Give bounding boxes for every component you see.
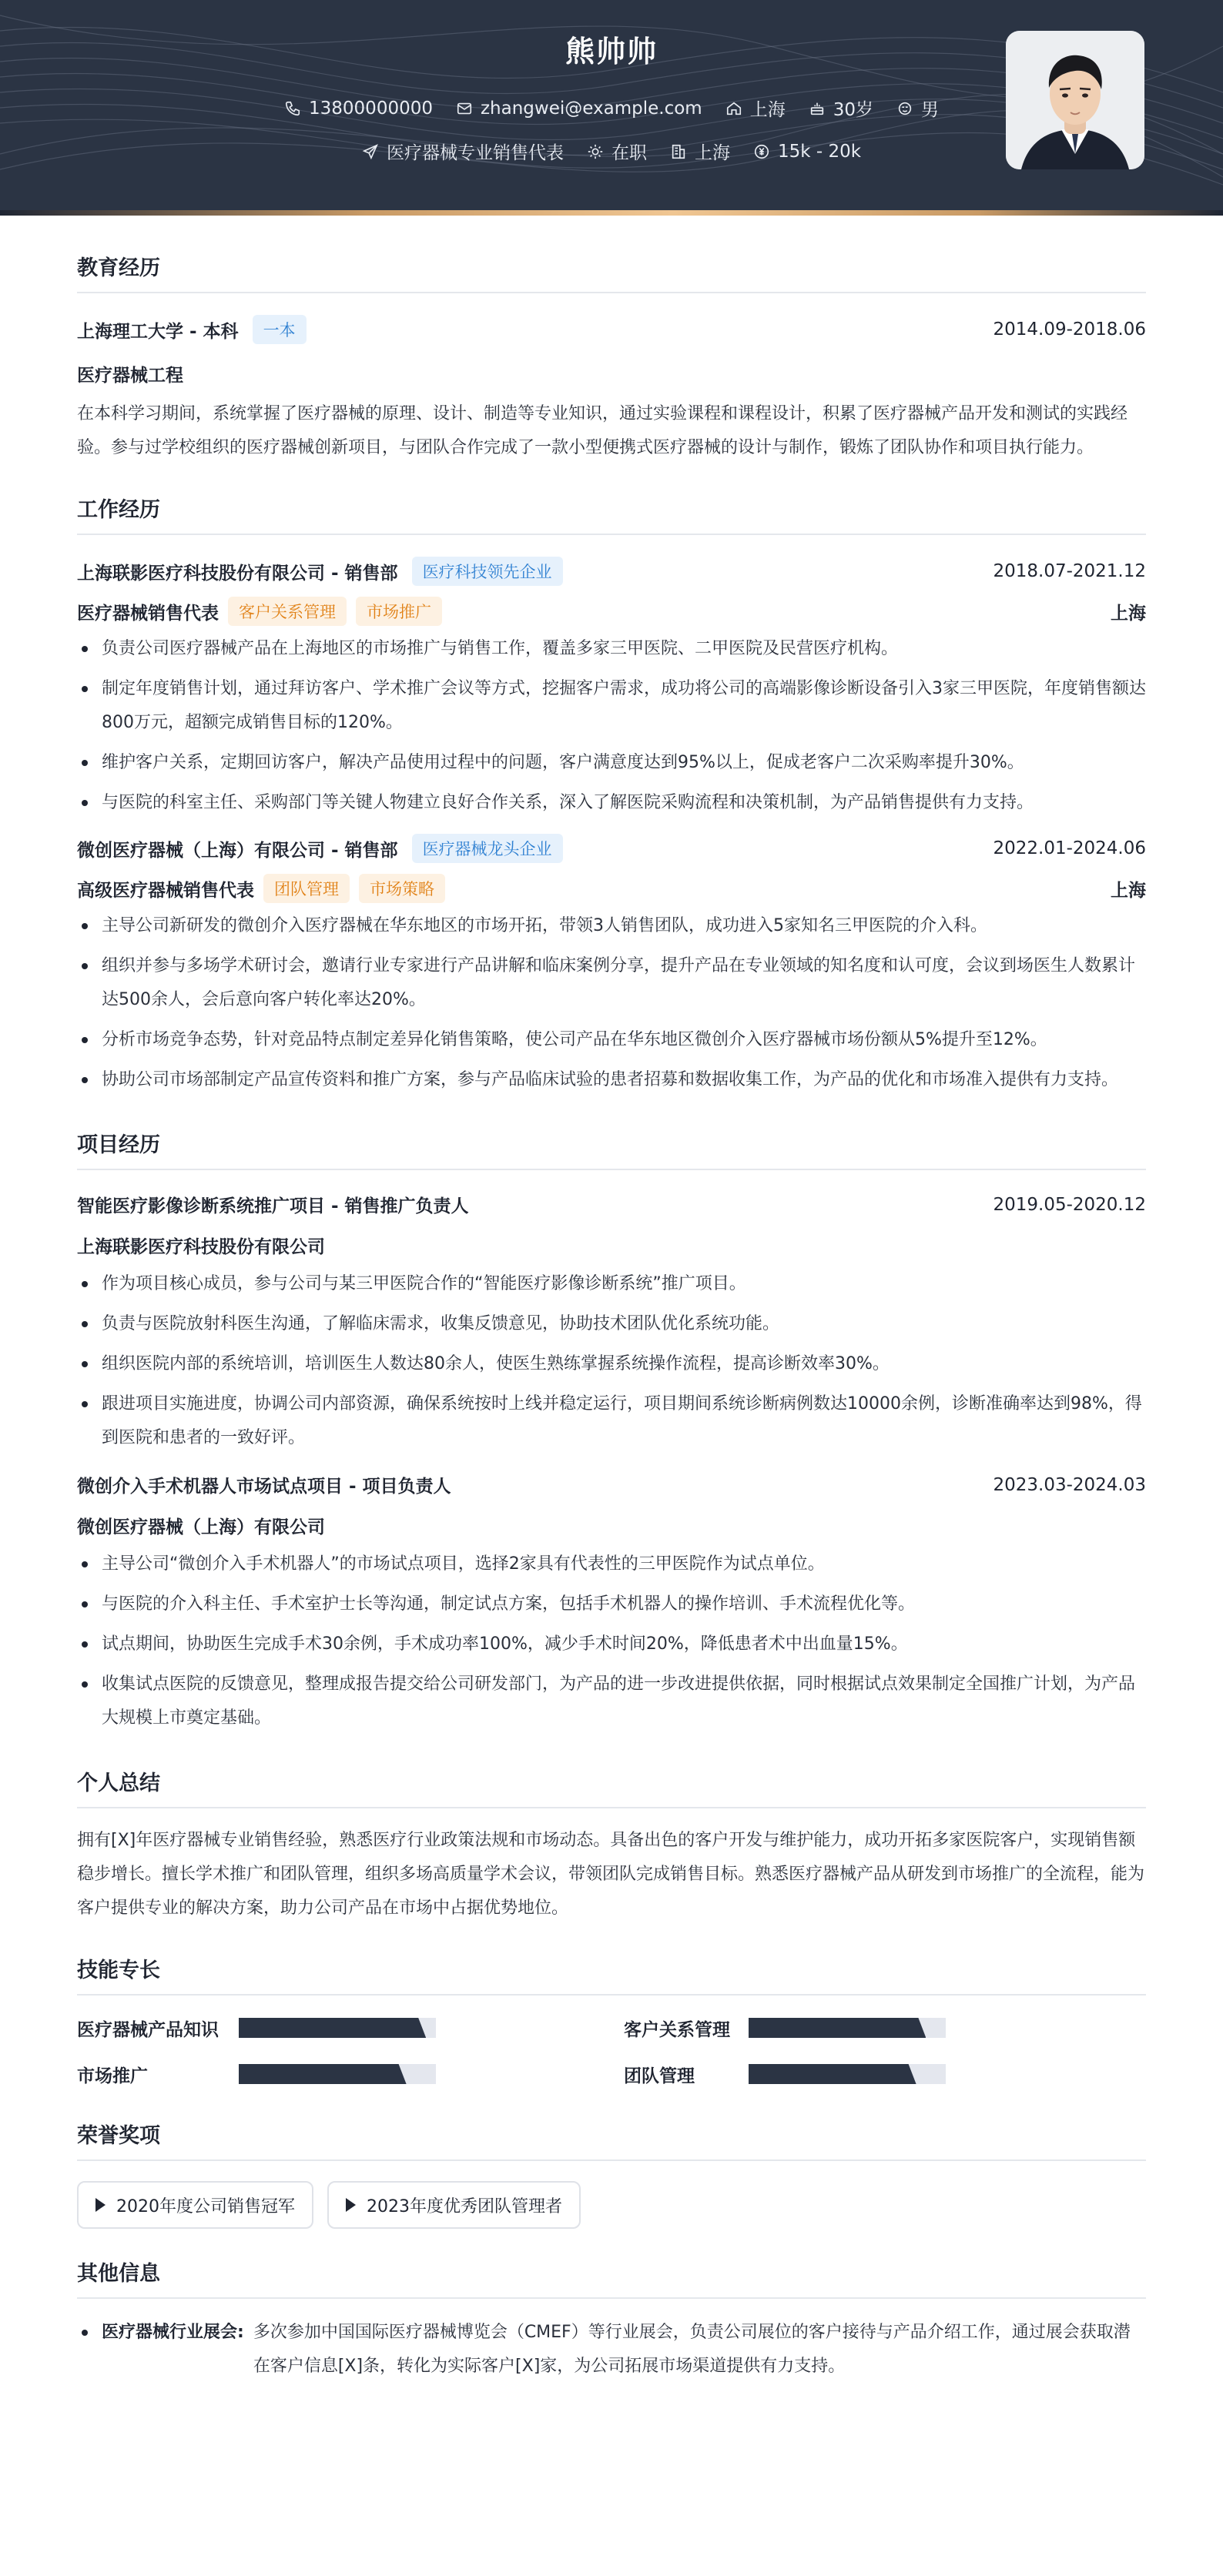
city-item [725,95,786,121]
skill-item [77,2057,624,2091]
project-title: 智能医疗影像诊断系统推广项目 - 销售推广负责人 [77,1196,469,1216]
age-text: 30岁 [833,100,873,120]
list-item: 分析市场竞争态势，针对竞品特点制定差异化销售策略，使公司产品在华东地区微创介入医疗器械市场份额从5%提升至12%。 [77,1023,1146,1057]
list-item: 制定年度销售计划，通过拜访客户、学术推广会议等方式，挖掘客户需求，成功将公司的高端影像诊断设备引入3家三甲医院，年度销售额达800万元，超额完成销售目标的120%。 [77,672,1146,740]
building-icon [670,143,687,160]
skill-item [624,2011,1146,2045]
award-label: 2020年度公司销售冠军 [116,2196,295,2216]
list-item: 负责公司医疗器械产品在上海地区的市场推广与销售工作，覆盖多家三甲医院、二甲医院及民营医疗机构。 [77,632,1146,666]
salary-item [753,142,861,162]
list-item: 负责与医院放射科医生沟通，了解临床需求，收集反馈意见，协助技术团队优化系统功能。 [77,1307,1146,1341]
section-title-work: 工作经历 [77,493,1146,535]
project-org: 微创医疗器械（上海）有限公司 [77,1517,325,1537]
yen-icon [753,143,770,160]
section-title-honors: 荣誉奖项 [77,2119,1146,2161]
award-item [77,2181,313,2229]
school-tag: 一本 [253,315,307,344]
other-section [77,2257,1146,2384]
skill-name: 医疗器械产品知识 [77,2019,219,2040]
other-list [77,2316,1146,2384]
honors-section [77,2119,1146,2229]
section-title-skills: 技能专长 [77,1953,1146,1996]
play-icon [95,2198,106,2212]
skill-item [77,2011,624,2045]
position-text: 医疗器械专业销售代表 [386,143,564,163]
award-item [327,2181,581,2229]
project-bullets [77,1547,1146,1735]
skill-bar-fill [749,2018,926,2038]
work-bullets [77,632,1146,820]
mail-icon [456,100,473,117]
list-item: 组织医院内部的系统培训，培训医生人数达80余人，使医生熟练掌握系统操作流程，提高诊断效率30%。 [77,1347,1146,1381]
work-entry [77,834,1146,1097]
avatar-portrait [1006,31,1144,169]
skill-name: 客户关系管理 [624,2019,730,2040]
position-item [362,139,564,164]
cake-icon [809,100,826,117]
project-title: 微创介入手术机器人市场试点项目 - 项目负责人 [77,1477,451,1497]
send-icon [362,143,379,160]
section-title-summary: 个人总结 [77,1766,1146,1808]
work-bullets [77,909,1146,1097]
status-text: 在职 [611,143,647,163]
gender-icon [896,100,913,117]
skill-bar [749,2018,946,2038]
section-title-projects: 项目经历 [77,1128,1146,1170]
role-name: 高级医疗器械销售代表 [77,880,254,901]
major-name: 医疗器械工程 [77,366,183,386]
list-item: 作为项目核心成员，参与公司与某三甲医院合作的“智能医疗影像诊断系统”推广项目。 [77,1267,1146,1301]
list-item: 组织并参与多场学术研讨会，邀请行业专家进行产品讲解和临床案例分享，提升产品在专业领域的知名度和认可度，会议到场医生人数累计达500余人，会后意向客户转化率达20%。 [77,949,1146,1017]
list-item: 维护客户关系，定期回访客户，解决产品使用过程中的问题，客户满意度达到95%以上，促成老客户二次采购率提升30%。 [77,746,1146,780]
phone-item [284,99,433,119]
company-name: 上海联影医疗科技股份有限公司 - 销售部 [77,563,398,584]
school-name: 上海理工大学 - 本科 [77,321,239,342]
project-entry [77,1192,1146,1455]
project-date: 2019.05-2020.12 [993,1194,1146,1215]
skills-grid [77,2011,1146,2091]
work-date: 2018.07-2021.12 [993,561,1146,581]
age-item [809,95,873,121]
home-icon [725,100,742,117]
resume-body [77,216,1146,2384]
other-text: 多次参加中国国际医疗器械博览会（CMEF）等行业展会，负责公司展位的客户接待与产品介绍工作，通过展会获取潜在客户信息[X]条，转化为实际客户[X]家，为公司拓展市场渠道提供有力支持。 [253,2323,1131,2376]
gender-text: 男 [920,100,939,120]
avatar [1006,31,1144,169]
project-date: 2023.03-2024.03 [993,1474,1146,1495]
education-section [77,251,1146,465]
education-date: 2014.09-2018.06 [993,319,1146,340]
resume-header [0,0,1223,216]
list-item: 试点期间，协助医生完成手术30余例，手术成功率100%，减少手术时间20%，降低患者术中出血量15%。 [77,1628,1146,1661]
target-city-item [670,139,730,164]
status-item [587,139,647,164]
email-item [456,99,702,119]
skill-bar-fill [749,2064,916,2084]
role-name: 医疗器械销售代表 [77,603,219,624]
work-city: 上海 [1111,603,1146,624]
skills-section [77,1953,1146,2091]
list-item: 跟进项目实施进度，协调公司内部资源，确保系统按时上线并稳定运行，项目期间系统诊断病例数达10000余例，诊断准确率达到98%，得到医院和患者的一致好评。 [77,1387,1146,1455]
play-icon [346,2198,356,2212]
skill-item [624,2057,1146,2091]
gender-item [896,95,939,121]
company-name: 微创医疗器械（上海）有限公司 - 销售部 [77,840,398,861]
awards-list [77,2181,1146,2229]
skill-tag: 市场推广 [356,597,442,626]
skill-tag: 团队管理 [263,874,350,903]
skill-tag: 客户关系管理 [228,597,347,626]
project-bullets [77,1267,1146,1455]
skill-bar [239,2018,436,2038]
list-item: 主导公司“微创介入手术机器人”的市场试点项目，选择2家具有代表性的三甲医院作为试点单位。 [77,1547,1146,1581]
list-item [77,2316,1146,2384]
skill-bar [749,2064,946,2084]
email-text: zhangwei@example.com [480,98,702,119]
education-description: 在本科学习期间，系统掌握了医疗器械的原理、设计、制造等专业知识，通过实验课程和课程设计，积累了医疗器械产品开发和测试的实践经验。参与过学校组织的医疗器械创新项目，与团队合作完成了一款小型便携式医疗器械的设计与制作，锻炼了团队协作和项目执行能力。 [77,404,1128,457]
work-section [77,493,1146,1097]
projects-section [77,1128,1146,1735]
phone-text: 13800000000 [309,98,433,119]
company-tag: 医疗器械龙头企业 [412,834,563,863]
summary-section [77,1766,1146,1925]
skill-name: 团队管理 [624,2066,695,2086]
summary-text: 拥有[X]年医疗器械专业销售经验，熟悉医疗行业政策法规和市场动态。具备出色的客户开发与维护能力，成功开拓多家医院客户，实现销售额稳步增长。擅长学术推广和团队管理，组织多场高质量学术会议，带领团队完成销售目标。熟悉医疗器械产品从研发到市场推广的全流程，能为客户提供专业的解决方案，助力公司产品在市场中占据优势地位。 [77,1831,1145,1918]
skill-name: 市场推广 [77,2066,148,2086]
candidate-name: 熊帅帅 [565,35,658,69]
work-entry [77,557,1146,820]
list-item: 与医院的介入科主任、手术室护士长等沟通，制定试点方案，包括手术机器人的操作培训、手术流程优化等。 [77,1587,1146,1621]
other-label: 医疗器械行业展会: [102,2323,244,2342]
target-city-text: 上海 [694,143,730,163]
status-gear-icon [587,143,604,160]
project-entry [77,1472,1146,1735]
list-item: 协助公司市场部制定产品宣传资料和推广方案，参与产品临床试验的患者招募和数据收集工作，为产品的优化和市场准入提供有力支持。 [77,1063,1146,1097]
skill-tag: 市场策略 [359,874,445,903]
work-city: 上海 [1111,880,1146,901]
award-label: 2023年度优秀团队管理者 [367,2196,562,2216]
section-title-education: 教育经历 [77,251,1146,293]
project-org: 上海联影医疗科技股份有限公司 [77,1237,325,1257]
list-item: 主导公司新研发的微创介入医疗器械在华东地区的市场开拓，带领3人销售团队，成功进入5家知名三甲医院的介入科。 [77,909,1146,943]
city-text: 上海 [749,100,786,120]
list-item: 收集试点医院的反馈意见，整理成报告提交给公司研发部门，为产品的进一步改进提供依据，同时根据试点效果制定全国推广计划，为产品大规模上市奠定基础。 [77,1668,1146,1735]
salary-text: 15k - 20k [777,141,862,162]
work-date: 2022.01-2024.06 [993,838,1146,858]
skill-bar [239,2064,436,2084]
skill-bar-fill [239,2018,426,2038]
phone-icon [284,100,301,117]
header-accent-line [0,210,1223,216]
list-item: 与医院的科室主任、采购部门等关键人物建立良好合作关系，深入了解医院采购流程和决策机制，为产品销售提供有力支持。 [77,786,1146,820]
company-tag: 医疗科技领先企业 [412,557,563,586]
skill-bar-fill [239,2064,407,2084]
section-title-other: 其他信息 [77,2257,1146,2299]
